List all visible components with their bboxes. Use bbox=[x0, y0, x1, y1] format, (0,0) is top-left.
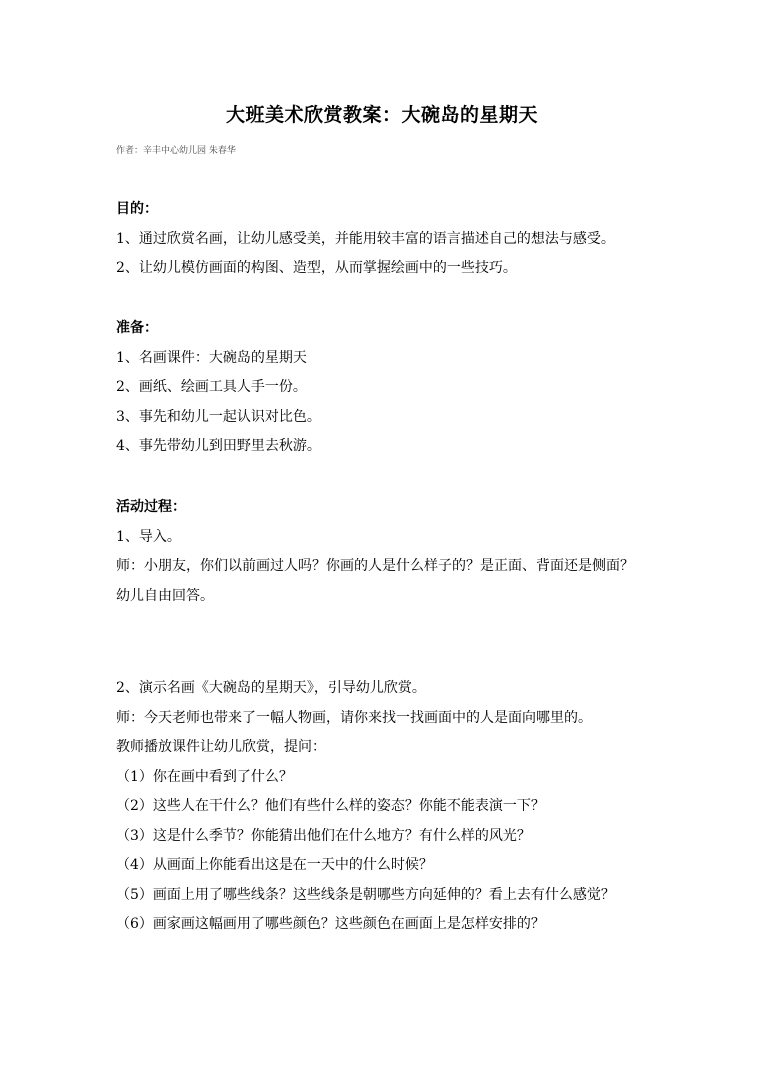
prep-item: 4、事先带幼儿到田野里去秋游。 bbox=[116, 438, 321, 454]
section-heading-prep: 准备： bbox=[116, 320, 158, 336]
process-step: 2、演示名画《大碗岛的星期天》，引导幼儿欣赏。 bbox=[116, 680, 426, 696]
process-paragraph: 师：小朋友，你们以前画过人吗？你画的人是什么样子的？是正面、背面还是侧面？ bbox=[116, 558, 634, 574]
question-item: （6）画家画这幅画用了哪些颜色？这些颜色在画面上是怎样安排的？ bbox=[116, 916, 545, 932]
goal-item: 1、通过欣赏名画，让幼儿感受美，并能用较丰富的语言描述自己的想法与感受。 bbox=[116, 230, 615, 247]
process-paragraph: 教师播放课件让幼儿欣赏，提问： bbox=[116, 739, 326, 755]
prep-item: 1、名画课件：大碗岛的星期天 bbox=[116, 349, 307, 366]
section-process-part2 bbox=[116, 674, 661, 940]
prep-item: 2、画纸、绘画工具人手一份。 bbox=[116, 379, 307, 395]
goal-item: 2、让幼儿模仿画面的构图、造型，从而掌握绘画中的一些技巧。 bbox=[116, 260, 517, 276]
author-line: 作者：辛丰中心幼儿园 朱春华 bbox=[116, 146, 236, 156]
question-item: （1）你在画中看到了什么？ bbox=[116, 768, 293, 785]
question-item: （3）这是什么季节？你能猜出他们在什么地方？有什么样的风光？ bbox=[116, 827, 531, 844]
question-item: （5）画面上用了哪些线条？这些线条是朝哪些方向延伸的？看上去有什么感觉？ bbox=[116, 886, 615, 903]
section-process bbox=[116, 493, 661, 611]
section-prep bbox=[116, 314, 661, 462]
process-step: 1、导入。 bbox=[116, 528, 181, 545]
process-paragraph: 幼儿自由回答。 bbox=[116, 587, 214, 604]
document-title: 大班美术欣赏教案：大碗岛的星期天 bbox=[225, 104, 538, 126]
section-heading-goal: 目的： bbox=[116, 201, 158, 217]
section-heading-process: 活动过程： bbox=[116, 499, 186, 515]
process-paragraph: 师：今天老师也带来了一幅人物画，请你来找一找画面中的人是面向哪里的。 bbox=[116, 709, 592, 726]
prep-item: 3、事先和幼儿一起认识对比色。 bbox=[116, 408, 321, 425]
question-item: （2）这些人在干什么？他们有些什么样的姿态？你能不能表演一下？ bbox=[116, 798, 545, 814]
question-item: （4）从画面上你能看出这是在一天中的什么时候？ bbox=[116, 857, 433, 873]
section-goal bbox=[116, 195, 661, 284]
